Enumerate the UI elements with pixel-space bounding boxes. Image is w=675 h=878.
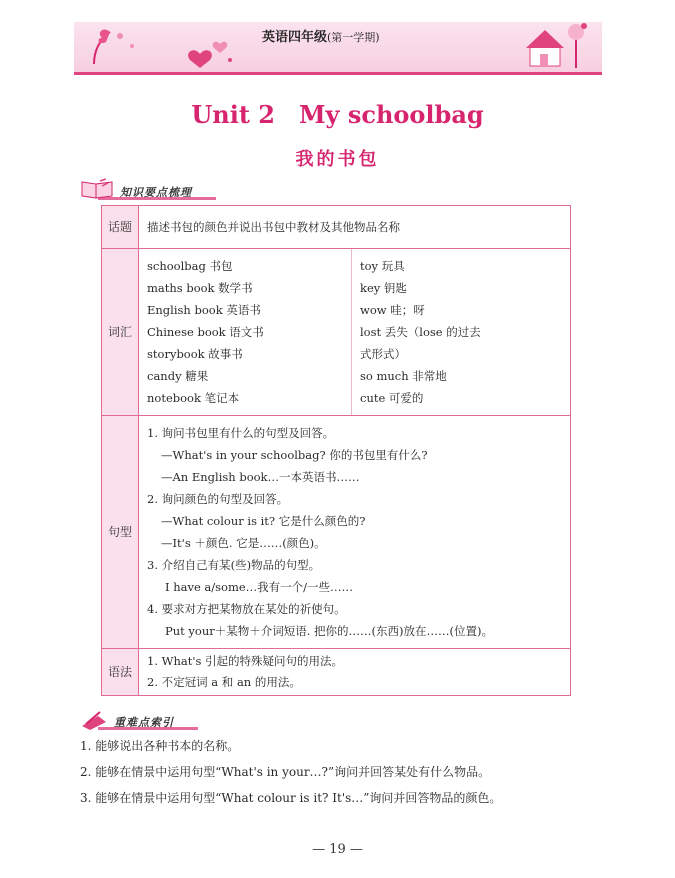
category-vocab: 词汇 xyxy=(102,249,139,416)
vocab-list-right xyxy=(352,249,571,416)
vocab-item: schoolbag 书包 xyxy=(147,259,233,273)
table-row-vocab xyxy=(102,249,571,416)
vocab-item: candy 糖果 xyxy=(147,369,209,383)
pattern-heading: 3. 介绍自己有某(些)物品的句型。 xyxy=(147,558,321,572)
vocab-item: storybook 故事书 xyxy=(147,347,243,361)
page-number: — 19 — xyxy=(312,842,363,857)
pattern-example: —It's ＋颜色. 它是……(颜色)。 xyxy=(161,536,326,550)
vocab-item: cute 可爱的 xyxy=(360,391,424,405)
heart-tree-decoration-icon xyxy=(80,24,250,70)
unit-number: Unit 2 xyxy=(191,100,275,129)
vocab-item: 式形式） xyxy=(360,347,406,361)
vocab-item: key 钥匙 xyxy=(360,281,407,295)
vocab-item: toy 玩具 xyxy=(360,259,405,273)
category-sentence: 句型 xyxy=(102,416,139,649)
list-item: 1. 能够说出各种书本的名称。 xyxy=(80,739,240,753)
section-header-focus xyxy=(80,706,210,730)
vocab-item: so much 非常地 xyxy=(360,369,447,383)
vocab-item: lost 丢失（lose 的过去 xyxy=(360,325,481,339)
unit-name: My schoolbag xyxy=(298,100,484,129)
topic-content: 描述书包的颜色并说出书包中教材及其他物品名称 xyxy=(139,206,571,249)
table-row-grammar xyxy=(102,649,571,696)
sentence-content xyxy=(139,416,571,649)
pattern-example: Put your＋某物＋介词短语. 把你的……(东西)放在……(位置)。 xyxy=(165,624,494,638)
header-book-name: 英语四年级 xyxy=(262,30,328,45)
unit-chinese-title: 我的书包 xyxy=(295,149,380,170)
pattern-example: —An English book…一本英语书…… xyxy=(161,470,360,484)
open-book-icon xyxy=(80,178,114,200)
pen-book-icon xyxy=(80,708,108,730)
category-grammar: 语法 xyxy=(102,649,139,696)
table-row-topic xyxy=(102,206,571,249)
table-row-sentence xyxy=(102,416,571,649)
vocab-item: English book 英语书 xyxy=(147,303,261,317)
grammar-point: 2. 不定冠词 a 和 an 的用法。 xyxy=(147,675,301,689)
pattern-heading: 2. 询问颜色的句型及回答。 xyxy=(147,492,289,506)
knowledge-table xyxy=(101,205,571,696)
vocab-list-left xyxy=(139,249,352,416)
pattern-heading: 4. 要求对方把某物放在某处的祈使句。 xyxy=(147,602,346,616)
grammar-content xyxy=(139,649,571,696)
pattern-example: —What's in your schoolbag? 你的书包里有什么? xyxy=(161,448,428,462)
vocab-item: Chinese book 语文书 xyxy=(147,325,264,339)
focus-list xyxy=(80,733,501,811)
section-label-knowledge: 知识要点梳理 xyxy=(120,186,192,199)
pattern-example: I have a/some…我有一个/一些…… xyxy=(165,580,354,594)
category-topic: 话题 xyxy=(102,206,139,249)
list-item: 2. 能够在情景中运用句型“What's in your…?”询问并回答某处有什么物品。 xyxy=(80,765,491,779)
pattern-example: —What colour is it? 它是什么颜色的? xyxy=(161,514,366,528)
grammar-point: 1. What's 引起的特殊疑问句的用法。 xyxy=(147,654,344,668)
cottage-decoration-icon xyxy=(524,22,594,70)
list-item: 3. 能够在情景中运用句型“What colour is it? It's…”询问并回答物品的颜色。 xyxy=(80,791,502,805)
unit-title xyxy=(0,100,675,129)
section-label-focus: 重难点索引 xyxy=(114,716,174,729)
header-term: (第一学期) xyxy=(327,31,380,44)
section-header-knowledge xyxy=(80,176,220,200)
vocab-item: maths book 数学书 xyxy=(147,281,253,295)
vocab-item: wow 哇；呀 xyxy=(360,303,425,317)
vocab-item: notebook 笔记本 xyxy=(147,391,240,405)
pattern-heading: 1. 询问书包里有什么的句型及回答。 xyxy=(147,426,335,440)
header-title xyxy=(262,26,380,45)
